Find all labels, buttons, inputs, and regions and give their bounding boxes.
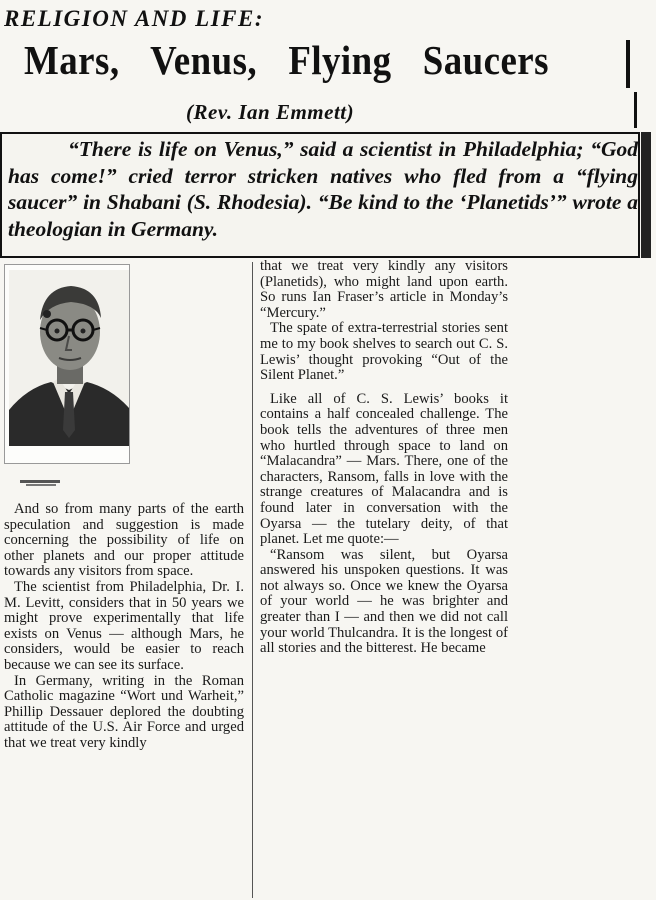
article-column-1 [4,502,244,752]
body-paragraph: that we treat very kindly any visitors (Planetids), who might land upon earth. So runs Ian Fraser’s article in Monday’s “Mercury.” [260,258,508,321]
lead-box [0,132,640,258]
body-paragraph: “Ransom was silent, but Oyarsa answered his unspoken questions. It was not always so. Once we knew the Oyarsa of your world — he was brighter and greater than I — and then we did not call your world Thulcandra. It is the longest of all stories and the bitterest. He became [260,546,508,657]
section-kicker: RELIGION AND LIFE: [4,6,265,31]
column-divider [252,262,253,898]
author-portrait-photo [9,270,129,446]
body-paragraph: The scientist from Philadelphia, Dr. I. M. Levitt, considers that in 50 years we might prove experimentally that life exists on Venus — although Mars, he considers, would be easier to reach because we can see its surface. [4,578,244,673]
body-paragraph: In Germany, writing in the Roman Catholic magazine “Wort und Warheit,” Phillip Dessauer deplored the doubting attitude of the U.S. Air Force and urged that we treat very kindly [4,672,244,751]
body-paragraph: Like all of C. S. Lewis’ books it contains a half concealed challenge. The book tells the adventures of three men who hurtled through space to land on “Malacandra” — Mars. There, one of the characters, Ransom, falls in love with the strange creatures of Malacandra and is found later in conversation with the Oyarsa — the tutelary deity, of that planet. Let me quote:— [260,390,508,548]
lead-box-rule [641,132,651,258]
headline: Mars, Venus, Flying Saucers [24,37,549,83]
column-rule-lower [634,92,637,128]
byline: (Rev. Ian Emmett) [186,100,355,124]
lead-paragraph: “There is life on Venus,” said a scientist in Philadelphia; “God has come!” cried terror stricken natives who fled from a “flying saucer” in Shabani (S. Rhodesia). “Be kind to the ‘Planetids’” wrote a theologian in Germany. [8,137,638,241]
column-rule [626,40,630,88]
photo-credit-smudge [20,478,64,488]
body-paragraph: The spate of extra-terrestrial stories sent me to my book shelves to search out C. S. Lewis’ thought provoking “Out of the Silent Planet.” [260,320,508,384]
article-column-2 [260,259,508,657]
body-paragraph: And so from many parts of the earth speculation and suggestion is made concerning the possibility of life on other planets and our proper attitude towards any visitors from space. [4,501,244,580]
